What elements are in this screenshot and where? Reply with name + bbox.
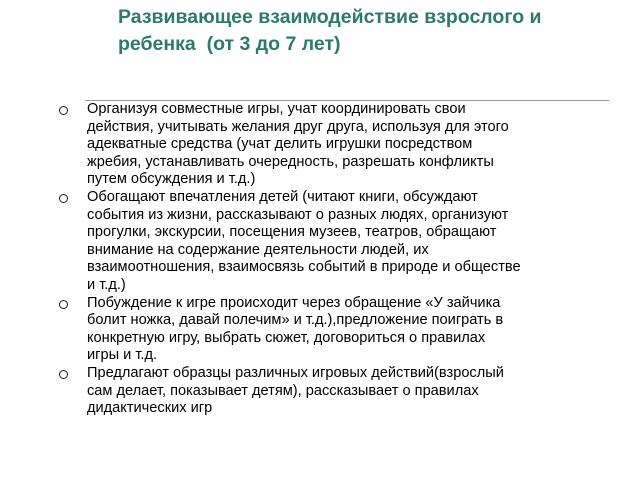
bullet-text-line: действия, учитывать желания друг друга, используя для этого [87, 118, 509, 135]
hollow-circle-bullet-icon [59, 194, 68, 203]
bullet-text-line: сам делает, показывает детям), рассказывает о правилах [87, 382, 479, 399]
hollow-circle-bullet-icon [59, 300, 68, 309]
bullet-text-line: адекватные средства (учат делить игрушки посредством [87, 136, 473, 153]
bullet-text-line: Побуждение к игре происходит через обращение «У зайчика [87, 294, 501, 311]
slide-title-line: ребенка (от 3 до 7 лет) [118, 33, 341, 55]
bullet-text-line: Предлагают образцы различных игровых действий(взрослый [87, 364, 504, 381]
bullet-text-line: конкретную игру, выбрать сюжет, договориться о правилах [87, 329, 486, 346]
bullet-item-joint-games [56, 101, 626, 189]
hollow-circle-bullet-icon [59, 370, 68, 379]
bullet-text-line: игры и т.д. [87, 347, 158, 364]
bullet-text-line: жребия, устанавливать очередность, разрешать конфликты [87, 153, 494, 170]
bullet-text-line: взаимоотношения, взаимосвязь событий в природе и обществе [87, 259, 521, 276]
bullet-text-line: и т.д.) [87, 276, 126, 293]
bullet-item-enrich-impressions [56, 189, 626, 295]
bullet-text-line: путем обсуждения и т.д.) [87, 171, 256, 188]
bullet-text-line: болит ножка, давай полечим» и т.д.),предложение поиграть в [87, 312, 504, 329]
bullet-text-line: прогулки, экскурсии, посещения музеев, театров, обращают [87, 224, 497, 241]
slide-title [118, 4, 618, 58]
bullet-text-line: дидактических игр [87, 400, 213, 417]
bullet-text-line: Обогащают впечатления детей (читают книги, обсуждают [87, 188, 478, 205]
bullet-text-line: события из жизни, рассказывают о разных людях, организуют [87, 206, 509, 223]
bullet-text-line: внимание на содержание деятельности людей, их [87, 241, 429, 258]
bullet-item-play-prompt [56, 295, 626, 365]
bullet-list [56, 101, 626, 418]
slide-title-line: Развивающее взаимодействие взрослого и [118, 6, 542, 28]
hollow-circle-bullet-icon [59, 106, 68, 115]
bullet-item-action-models [56, 365, 626, 418]
bullet-text-line: Организуя совместные игры, учат координировать свои [87, 101, 466, 117]
